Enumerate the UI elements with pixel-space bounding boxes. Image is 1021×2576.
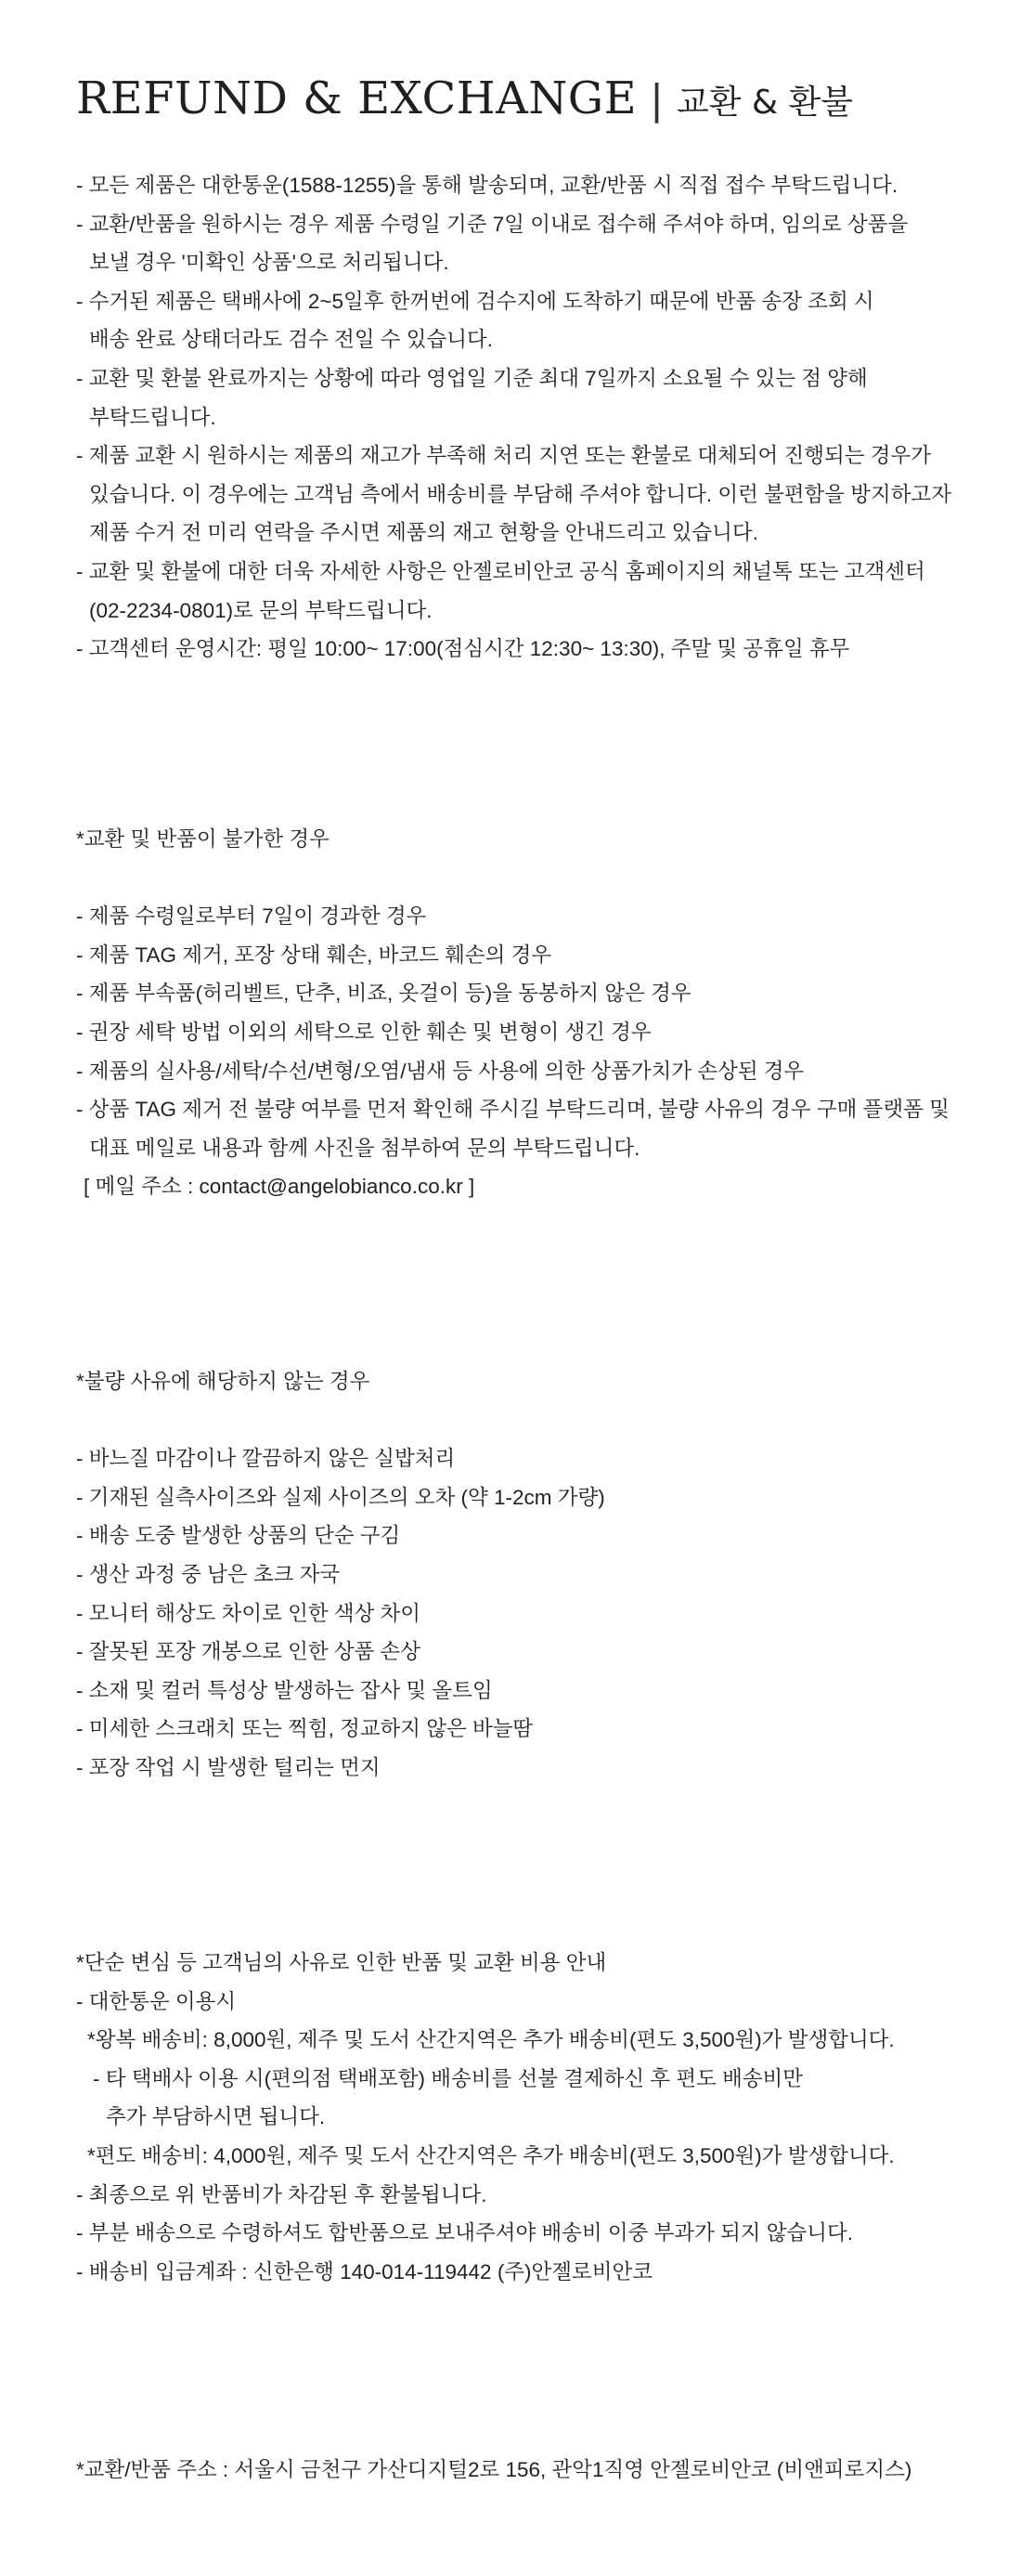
contact-email: [ 메일 주소 : contact@angelobianco.co.kr ] — [84, 1175, 475, 1199]
general-notice-line: 배송 완료 상태더라도 검수 전일 수 있습니다. — [89, 328, 493, 352]
return-address: *교환/반품 주소 : 서울시 금천구 가산디지털2로 156, 관악1직영 안젤로비안코 (비앤피로지스) — [76, 2458, 912, 2481]
general-notice-line: - 교환 및 환불에 대한 더욱 자세한 사항은 안젤로비안코 공식 홈페이지의 채널톡 또는 고객센터 — [76, 559, 925, 583]
not-allowed-line: - 제품 TAG 제거, 포장 상태 훼손, 바코드 훼손의 경우 — [76, 943, 552, 967]
not-defect-line: - 바느질 마감이나 깔끔하지 않은 실밥처리 — [76, 1447, 456, 1471]
shipping-cost-line: *편도 배송비: 4,000원, 제주 및 도서 산간지역은 추가 배송비(편도 3,500원)가 발생합니다. — [87, 2143, 895, 2167]
not-defect-line: - 모니터 해상도 차이로 인한 색상 차이 — [76, 1601, 421, 1625]
not-defect-line: - 잘못된 포장 개봉으로 인한 상품 손상 — [76, 1640, 421, 1664]
section-spacer — [76, 1401, 967, 1440]
shipping-cost-line: - 최종으로 위 반품비가 차감된 후 환불됩니다. — [76, 2182, 487, 2206]
shipping-cost-section — [76, 1944, 967, 2291]
general-notice-line: - 제품 교환 시 원하시는 제품의 재고가 부족해 처리 지연 또는 환불로 대체되어 진행되는 경우가 — [76, 444, 931, 468]
not-defect-line: - 소재 및 컬러 특성상 발생하는 잡사 및 올트임 — [76, 1678, 493, 1702]
page-title-separator: | — [650, 76, 664, 124]
bank-account-line: - 배송비 입금계좌 : 신한은행 140-014-119442 (주)안젤로비안코 — [76, 2259, 653, 2283]
general-notice-line: 제품 수거 전 미리 연락을 주시면 제품의 재고 현황을 안내드리고 있습니다. — [89, 521, 758, 545]
not-defect-line: - 기재된 실측사이즈와 실제 사이즈의 오차 (약 1-2cm 가량) — [76, 1485, 605, 1509]
page-title-english: REFUND & EXCHANGE — [76, 72, 638, 124]
section-spacer — [76, 859, 967, 898]
shipping-cost-line: *왕복 배송비: 8,000원, 제주 및 도서 산간지역은 추가 배송비(편도 3,500원)가 발생합니다. — [87, 2028, 895, 2052]
not-defect-line: - 생산 과정 중 남은 초크 자국 — [76, 1562, 341, 1586]
not-allowed-line: - 제품 부속품(허리벨트, 단추, 비죠, 옷걸이 등)을 동봉하지 않은 경우 — [76, 982, 691, 1006]
page-title-korean: 교환 & 환불 — [677, 84, 854, 122]
return-address-section — [76, 2451, 967, 2490]
general-notice-line: - 교환 및 환불 완료까지는 상황에 따라 영업일 기준 최대 7일까지 소요될 수 있는 점 양해 — [76, 366, 868, 390]
shipping-cost-line: - 대한통운 이용시 — [76, 1989, 237, 2013]
not-allowed-section — [76, 820, 967, 1206]
shipping-cost-line: - 부분 배송으로 수령하셔도 합반품으로 보내주셔야 배송비 이중 부과가 되지 않습니다. — [76, 2221, 853, 2245]
not-defect-line: - 미세한 스크래치 또는 찍힘, 정교하지 않은 바늘땀 — [76, 1717, 534, 1741]
shipping-cost-line: - 타 택배사 이용 시(편의점 택배포함) 배송비를 선불 결제하신 후 편도 배송비만 — [93, 2066, 804, 2090]
not-defect-section — [76, 1362, 967, 1788]
not-defect-line: - 포장 작업 시 발생한 털리는 먼지 — [76, 1755, 381, 1779]
general-notice-line: - 교환/반품을 원하시는 경우 제품 수령일 기준 7일 이내로 접수해 주셔야 하며, 임의로 상품을 — [76, 212, 909, 236]
not-defect-heading: *불량 사유에 해당하지 않는 경우 — [76, 1370, 370, 1393]
shipping-cost-heading: *단순 변심 등 고객님의 사유로 인한 반품 및 교환 비용 안내 — [76, 1951, 607, 1974]
general-notice-line: - 수거된 제품은 택배사에 2~5일후 한꺼번에 검수지에 도착하기 때문에 반품 송장 조회 시 — [76, 289, 874, 313]
general-notice-line: 있습니다. 이 경우에는 고객님 측에서 배송비를 부담해 주셔야 합니다. 이런 불편함을 방지하고자 — [89, 482, 951, 506]
not-defect-line: - 배송 도중 발생한 상품의 단순 구김 — [76, 1524, 401, 1548]
general-notice-line: 부탁드립니다. — [89, 405, 216, 429]
general-notice-line: - 고객센터 운영시간: 평일 10:00~ 17:00(점심시간 12:30~ 13:30), 주말 및 공휴일 휴무 — [76, 637, 850, 661]
not-allowed-line: - 권장 세탁 방법 이외의 세탁으로 인한 훼손 및 변형이 생긴 경우 — [76, 1020, 652, 1044]
not-allowed-line: - 상품 TAG 제거 전 불량 여부를 먼저 확인해 주시길 부탁드리며, 불량 사유의 경우 구매 플랫폼 및 — [76, 1098, 950, 1122]
general-notice-line: 보낼 경우 '미확인 상품'으로 처리됩니다. — [89, 251, 449, 275]
not-allowed-heading: *교환 및 반품이 불가한 경우 — [76, 827, 330, 851]
shipping-cost-line: 추가 부담하시면 됩니다. — [106, 2105, 326, 2129]
general-notice-section — [76, 166, 967, 669]
general-notice-line: - 모든 제품은 대한통운(1588-1255)을 통해 발송되며, 교환/반품 시 직접 접수 부탁드립니다. — [76, 174, 898, 197]
general-notice-line: (02-2234-0801)로 문의 부탁드립니다. — [89, 598, 433, 622]
not-allowed-line: 대표 메일로 내용과 함께 사진을 첨부하여 문의 부탁드립니다. — [89, 1136, 640, 1160]
not-allowed-line: - 제품의 실사용/세탁/수선/변형/오염/냄새 등 사용에 의한 상품가치가 손상된 경우 — [76, 1059, 805, 1083]
not-allowed-line: - 제품 수령일로부터 7일이 경과한 경우 — [76, 904, 427, 929]
page-title — [76, 72, 853, 124]
